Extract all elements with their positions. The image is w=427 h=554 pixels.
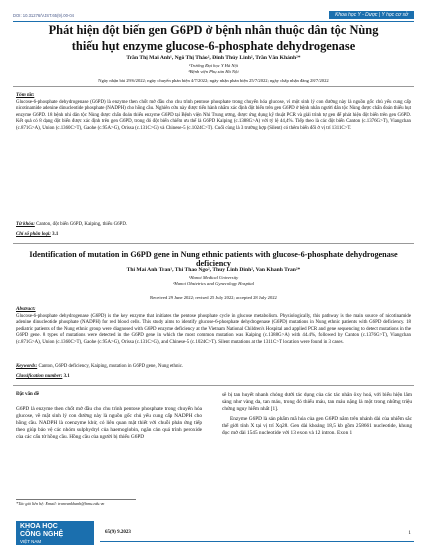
authors-en: Thi Mai Anh Tran¹, Thi Thao Ngo², Thuy Linh Dinh², Van Khanh Tran²*	[126, 267, 301, 273]
classification-vi	[16, 232, 411, 238]
keywords-en	[16, 364, 411, 370]
class-value-vi: 3.1	[52, 232, 59, 237]
keywords-label-en: Keywords:	[16, 364, 38, 369]
keywords-label-vi: Từ khóa:	[16, 222, 35, 227]
title-vi-line2: thiếu hụt enzyme glucose-6-phosphate dehydrogenase	[71, 39, 356, 53]
authors-vi: Trần Thị Mai Anh¹, Ngô Thị Thảo², Đinh Thúy Linh², Trần Vân Khánh²*	[126, 55, 301, 61]
body-paragraph-1: sẽ bị tan huyết nhanh chóng dưới tác dụng của các tác nhân ôxy hoá, với biểu hiện lâm sàng như vàng da, tan máu, trong đó thiếu máu, tan máu nặng là một trong những triệu chứng nguy hiểm nhất [1].	[222, 392, 412, 412]
page-header	[13, 10, 414, 21]
class-value-en: 3.1	[63, 374, 70, 379]
title-vi-line1: Phát hiện đột biến gen G6PD ở bệnh nhân thuộc dân tộc Nùng	[48, 23, 379, 37]
class-label-en: Classification number:	[16, 374, 63, 379]
section-banner: Khoa học Y - Dược | Y học cơ sở	[329, 11, 414, 19]
doi-text: DOI: 10.31276/VJST.65(9).00-04	[13, 13, 74, 18]
classification-en	[16, 374, 411, 380]
corresponding-author-footnote: *Tác giả liên hệ: Email: tranvankhanh@hmu.edu.vn	[16, 499, 136, 506]
journal-logo	[16, 521, 94, 545]
section-divider	[13, 243, 414, 244]
class-label-vi: Chỉ số phân loại:	[16, 232, 51, 237]
dates-en: Received 29 June 2022; revised 25 July 2022; accepted 28 July 2022	[150, 295, 277, 300]
keywords-text-en: Canton, G6PD deficiency, Kaiping, mutation in G6PD gene, Nung ethnic.	[38, 364, 184, 369]
page-footer	[0, 518, 427, 554]
affiliations-vi	[20, 63, 407, 75]
affiliation-en-2: ²Hanoi Obstetrics and Gynecology Hospital	[173, 281, 254, 286]
body-divider	[13, 385, 414, 386]
affiliations-en	[20, 275, 407, 287]
logo-line-3: VIỆT NAM	[20, 539, 42, 544]
keywords-vi	[16, 222, 411, 228]
dates-vi: Ngày nhận bài 29/6/2022; ngày chuyển phản biện 4/7/2022; ngày nhận phản biện 25/7/2022; ngày chấp nhận đăng 28/7/2022	[13, 78, 414, 87]
logo-line-2: CÔNG NGHỆ	[20, 530, 64, 538]
title-en: Identification of mutation in G6PD gene in Nung ethnic patients with glucose-6-phosphate dehydrogenase deficiency	[29, 250, 398, 268]
body-column-1: G6PD là enzyme then chốt mở đầu cho chu trình pentose phosphate trong chuyển hóa glucose, về mặt sinh lý con đường này là nguồn gốc chủ yếu cung cấp NADPH cho hồng cầu. NADPH là coenzyme khử, có liên quan mật thiết với chuỗi phản ứng tiếp theo giúp bảo vệ các nhóm sulphydryl của haemoglobin, ngăn cản quá trình peroxide của các cấu tử hồng cầu. Hồng cầu của người bị thiếu G6PD	[16, 406, 202, 440]
abstract-label-vi: Tóm tắt:	[16, 92, 35, 98]
keywords-text-vi: Canton, đột biến G6PD, Kaiping, thiếu G6PD.	[36, 222, 128, 227]
title-vi	[20, 22, 407, 54]
footer-rule	[100, 541, 414, 542]
body-paragraph-2: Enzyme G6PD là sản phẩm mã hóa của gen G6PD nằm trên nhánh dài của nhiễm sắc thể giới tính X tại vị trí Xq28. Gen dài khoảng 18,5 kb gồm 258661 nucleotide, khung đọc mở dài 1545 nucleotide với 13 exon và 12 intron. Exon 1	[222, 416, 412, 436]
page-number: 1	[408, 530, 411, 536]
body-column-2	[222, 392, 412, 437]
affiliation-2: ²Bệnh viện Phụ sản Hà Nội	[188, 69, 239, 74]
logo-line-1: KHOA HỌC	[20, 523, 58, 530]
abstract-vi: Glucose-6-phosphate dehydrogenase (G6PD) là enzyme then chốt mở đầu cho chu trình pentose phosphate trong chuyển hóa glucose, vì một sinh lý con đường này là nguồn gốc chủ yếu cung cấp nicotinamide adenine dinucleotide phosphate (NADPH) cho hồng cầu. Nghiên cứu này được tiến hành nhằm xác định đột biến trên gen G6PD ở bệnh nhân người dân tộc Nùng được chẩn đoán thiếu hụt enzyme G6PD. 18 bệnh nhi dân tộc Nùng được chẩn đoán thiếu enzyme G6PD tại Bệnh viện Nhi Trung ương, được ứng dụng kỹ thuật PCR và giải trình tự gen để phát hiện đột biến trên gen G6PD. Kết quả có 8 dạng đột biến được xác định trên gen G6PD, trong đó đột biến chiếm ưu thế là G6PD Kaiping (c.1388G>A) với tỷ lệ 44,4%. Tiếp theo là các đột biến Canton (c.1376G>T), Viangchan (c.871G>A), Union (c.1360C>T), Gaohe (c.95A>G), Orissa (c.131C>G) và Chinese-5 (c.1024C>T). Cuối cùng là 3 trường hợp (Silent) có thêm biến đổi ở vị trí 1311C>T.	[16, 100, 411, 131]
affiliation-1: ¹Trường Đại học Y Hà Nội	[188, 63, 239, 68]
abstract-label-en: Abstract:	[16, 306, 36, 312]
affiliation-en-1: ¹Hanoi Medical University	[188, 275, 239, 280]
section-heading: Đặt vấn đề	[16, 392, 40, 397]
abstract-en: Glucose-6-phosphate dehydrogenase (G6PD) is the key enzyme that initiates the pentose phosphate cycle in glucose metabolism. Physiologically, this pathway is the main source of nicotinamide adenine dinucleotide phosphate (NADPH) for red blood cells. This study aims to identify glucose-6-phosphate dehydrogenase (G6PD) mutations in Nung ethnic patients with G6PD deficiency. 18 pediatric patients of the Nung ethnic group were diagnosed with G6PD enzyme deficiency at the Vietnam National Children's Hospital and applied PCR and gene sequencing to detect mutations in the G6PD gene. 8 types of mutations were detected in the G6PD gene in which the most common mutation was Kaiping (c.1388G>A) with 44.4%, followed by Canton (c.1376G>T), Viangchan (c.871G>A), Union (c.1360C>T), Gaohe (c.95A>G), Orissa (c.131C>G), and Chinese-5 (c.1024C>T). Silent mutations at the 1311C>T location were found in 3 cases.	[16, 314, 411, 345]
issue-number: 65(9) 9.2023	[105, 530, 131, 535]
